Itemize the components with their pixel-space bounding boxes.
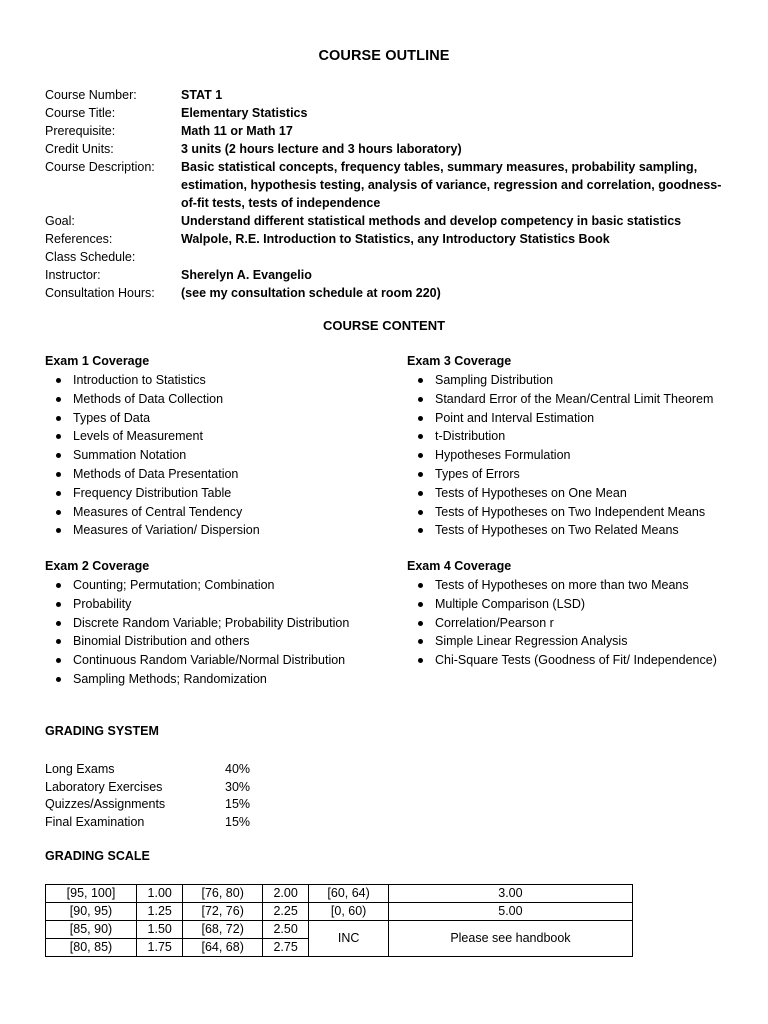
grading-item-weight: 15% <box>225 814 251 829</box>
grading-item-weight: 30% <box>225 779 251 794</box>
exam-3-coverage <box>407 352 747 540</box>
table-cell: 1.00 <box>136 885 182 903</box>
grading-row <box>45 814 250 832</box>
grading-item-weight: 40% <box>225 762 251 776</box>
grading-system-title: GRADING SYSTEM <box>45 724 159 738</box>
table-row <box>46 885 633 903</box>
list-item: Standard Error of the Mean/Central Limit Theorem <box>407 390 747 409</box>
table-row <box>46 903 633 921</box>
list-item: Methods of Data Presentation <box>45 465 385 484</box>
list-item: Tests of Hypotheses on more than two Means <box>407 576 747 595</box>
table-cell: [72, 76) <box>183 903 263 921</box>
exam-4-coverage <box>407 557 747 670</box>
list-item: Methods of Data Collection <box>45 390 385 409</box>
list-item: Counting; Permutation; Combination <box>45 576 385 595</box>
list-item: Probability <box>45 595 385 614</box>
exam-1-coverage <box>45 352 385 540</box>
info-value <box>181 248 725 266</box>
grading-item-label: Laboratory Exercises <box>45 779 163 794</box>
table-cell: 2.50 <box>262 921 308 939</box>
list-item: Measures of Central Tendency <box>45 503 385 522</box>
list-item: Tests of Hypotheses on Two Related Means <box>407 521 747 540</box>
grading-item-label: Final Examination <box>45 814 145 829</box>
exam-4-topic-list <box>407 576 747 670</box>
course-info <box>45 86 725 302</box>
grading-item-label: Quizzes/Assignments <box>45 797 166 811</box>
table-cell: 1.75 <box>136 939 182 957</box>
list-item: Summation Notation <box>45 446 385 465</box>
exam-1-heading: Exam 1 Coverage <box>45 354 150 368</box>
info-value: Walpole, R.E. Introduction to Statistics, any Introductory Statistics Book <box>181 232 610 246</box>
info-label: Course Number: <box>45 88 137 102</box>
table-cell: [68, 72) <box>183 921 263 939</box>
list-item: Sampling Distribution <box>407 371 747 390</box>
list-item: Frequency Distribution Table <box>45 484 385 503</box>
exam-2-heading: Exam 2 Coverage <box>45 559 150 573</box>
table-cell: 5.00 <box>388 903 632 921</box>
info-value: Understand different statistical methods and develop competency in basic statistics <box>181 214 682 228</box>
list-item: t-Distribution <box>407 427 747 446</box>
info-label: Consultation Hours: <box>45 286 155 300</box>
info-row-class-schedule <box>45 248 725 266</box>
info-row-course-description <box>45 158 725 212</box>
grading-scale-title: GRADING SCALE <box>45 849 150 863</box>
table-cell: [60, 64) <box>309 885 389 903</box>
info-label: Prerequisite: <box>45 124 116 138</box>
exam-1-topic-list <box>45 371 385 540</box>
info-value: Elementary Statistics <box>181 106 308 120</box>
list-item: Point and Interval Estimation <box>407 409 747 428</box>
table-cell: [76, 80) <box>183 885 263 903</box>
exam-2-topic-list <box>45 576 385 689</box>
info-row-credit-units <box>45 140 725 158</box>
list-item: Discrete Random Variable; Probability Distribution <box>45 614 385 633</box>
info-row-instructor <box>45 266 725 284</box>
list-item: Measures of Variation/ Dispersion <box>45 521 385 540</box>
info-value: Basic statistical concepts, frequency tables, summary measures, probability sampling, estimation, hypothesis testing, analysis of variance, regression and correlation, goodness-of-fit tests, tests of independence <box>181 160 722 210</box>
table-cell: 2.75 <box>262 939 308 957</box>
list-item: Continuous Random Variable/Normal Distribution <box>45 651 385 670</box>
info-value: 3 units (2 hours lecture and 3 hours laboratory) <box>181 142 462 156</box>
course-content-title: COURSE CONTENT <box>322 318 446 333</box>
table-cell: INC <box>309 921 389 957</box>
exam-3-topic-list <box>407 371 747 540</box>
table-cell: [64, 68) <box>183 939 263 957</box>
exam-4-heading: Exam 4 Coverage <box>407 559 512 573</box>
list-item: Multiple Comparison (LSD) <box>407 595 747 614</box>
table-cell: 2.00 <box>262 885 308 903</box>
table-cell: 1.50 <box>136 921 182 939</box>
table-cell: [85, 90) <box>46 921 137 939</box>
list-item: Simple Linear Regression Analysis <box>407 632 747 651</box>
info-label: Credit Units: <box>45 142 114 156</box>
list-item: Sampling Methods; Randomization <box>45 670 385 689</box>
grading-row <box>45 761 250 779</box>
exam-3-heading: Exam 3 Coverage <box>407 354 512 368</box>
table-cell: [0, 60) <box>309 903 389 921</box>
document-title: COURSE OUTLINE <box>318 48 450 64</box>
table-cell: 2.25 <box>262 903 308 921</box>
table-cell: [95, 100] <box>46 885 137 903</box>
grading-item-label: Long Exams <box>45 762 115 776</box>
grading-row <box>45 796 250 814</box>
list-item: Tests of Hypotheses on Two Independent Means <box>407 503 747 522</box>
info-value: Math 11 or Math 17 <box>181 124 293 138</box>
grading-row <box>45 779 250 797</box>
info-row-consultation-hours <box>45 284 725 302</box>
table-cell: [80, 85) <box>46 939 137 957</box>
list-item: Introduction to Statistics <box>45 371 385 390</box>
info-value: (see my consultation schedule at room 220) <box>181 286 441 300</box>
info-label: Course Title: <box>45 106 116 120</box>
info-label: Instructor: <box>45 268 101 282</box>
table-cell: Please see handbook <box>388 921 632 957</box>
table-row <box>46 921 633 939</box>
list-item: Types of Errors <box>407 465 747 484</box>
list-item: Levels of Measurement <box>45 427 385 446</box>
info-row-course-title <box>45 104 725 122</box>
info-label: Goal: <box>45 214 75 228</box>
grading-system-list <box>45 761 250 831</box>
list-item: Types of Data <box>45 409 385 428</box>
table-cell: [90, 95) <box>46 903 137 921</box>
list-item: Chi-Square Tests (Goodness of Fit/ Independence) <box>407 651 747 670</box>
info-row-goal <box>45 212 725 230</box>
list-item: Correlation/Pearson r <box>407 614 747 633</box>
list-item: Tests of Hypotheses on One Mean <box>407 484 747 503</box>
table-cell: 1.25 <box>136 903 182 921</box>
list-item: Hypotheses Formulation <box>407 446 747 465</box>
info-row-references <box>45 230 725 248</box>
info-row-prerequisite <box>45 122 725 140</box>
info-label: Course Description: <box>45 160 155 174</box>
info-value: STAT 1 <box>181 88 223 102</box>
info-row-course-number <box>45 86 725 104</box>
table-cell: 3.00 <box>388 885 632 903</box>
info-label: References: <box>45 232 113 246</box>
exam-2-coverage <box>45 557 385 689</box>
info-label: Class Schedule: <box>45 250 136 264</box>
info-value: Sherelyn A. Evangelio <box>181 268 312 282</box>
grading-item-weight: 15% <box>225 797 251 811</box>
list-item: Binomial Distribution and others <box>45 632 385 651</box>
grading-scale-table <box>45 884 633 957</box>
